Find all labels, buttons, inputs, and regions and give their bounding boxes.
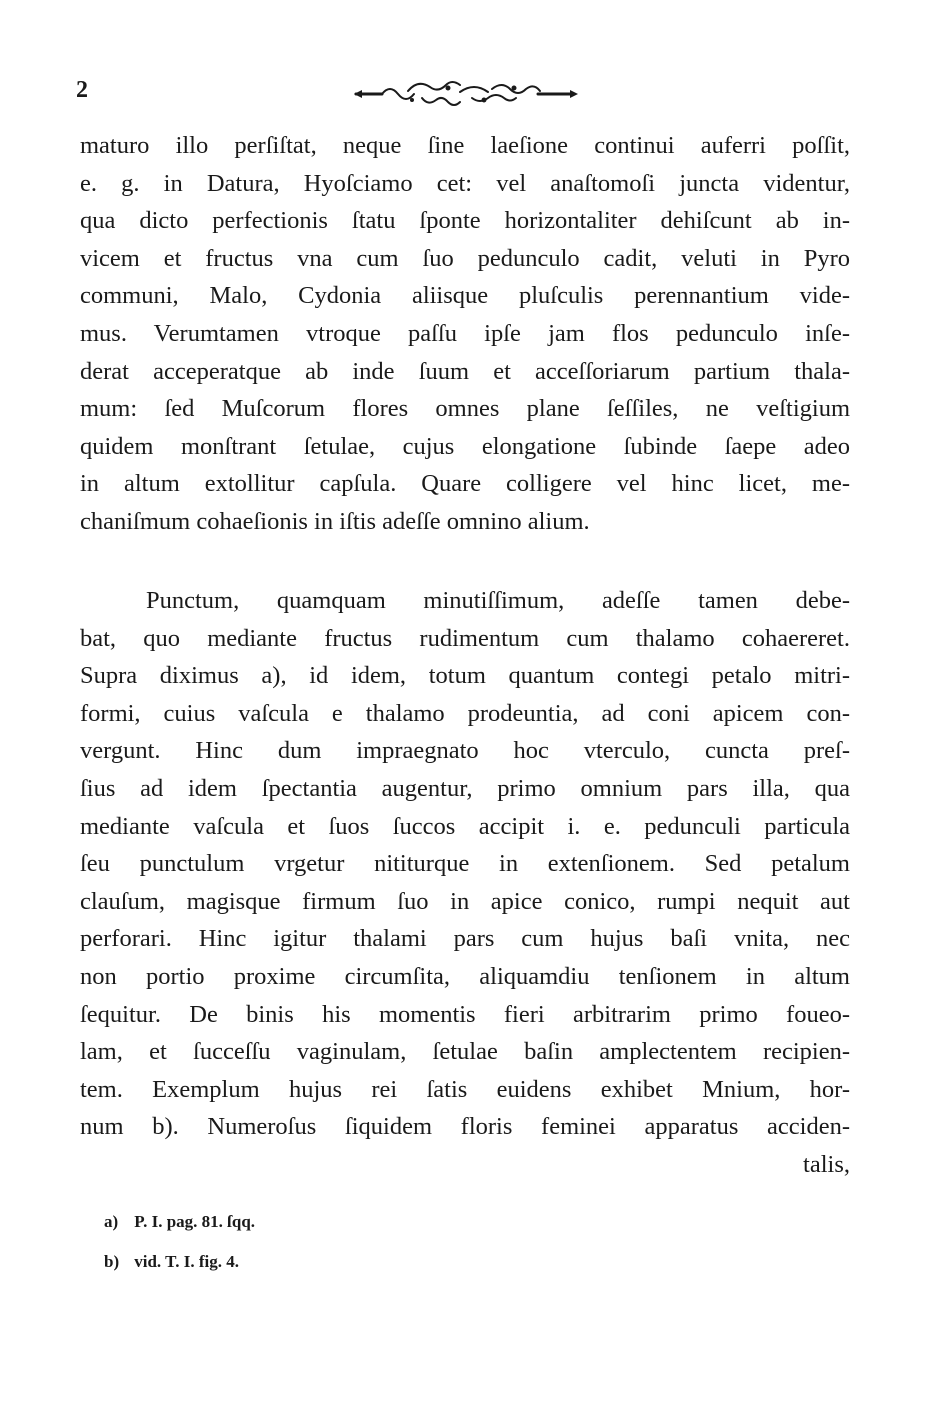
text-line: maturo illo perſiſtat, neque ſine laeſione continui auferri poſſit,	[80, 132, 850, 159]
catchword: talis,	[803, 1150, 850, 1178]
text-line: formi, cuius vaſcula e thalamo prodeuntia, ad coni apicem con-	[80, 699, 850, 727]
text-line: Supra diximus a), id idem, totum quantum contegi petalo mitri-	[80, 662, 850, 690]
decorative-ornament-icon	[352, 80, 580, 108]
footnote-mark: a)	[104, 1212, 119, 1231]
text-line: vicem et fructus vna cum ſuo pedunculo cadit, veluti in Pyro	[80, 244, 850, 272]
text-line: quidem monſtrant ſetulae, cujus elongatione ſubinde ſaepe adeo	[80, 432, 850, 460]
footnote-mark: b)	[104, 1252, 120, 1271]
text-line: in altum extollitur capſula. Quare colligere vel hinc licet, me-	[80, 470, 850, 498]
text-line: communi, Malo, Cydonia aliisque pluſculis perennantium vide-	[80, 282, 850, 310]
text-line: derat acceperatque ab inde ſuum et acceſſoriarum partium thala-	[80, 357, 850, 385]
text-line: ſequitur. De binis his momentis fieri arbitrarim primo foueo-	[80, 1000, 850, 1028]
footnotes	[104, 1202, 255, 1282]
text-line: qua dicto perfectionis ſtatu ſponte horizontaliter dehiſcunt ab in-	[80, 207, 850, 235]
text-line: ſeu punctulum vrgetur nititurque in extenſionem. Sed petalum	[80, 850, 850, 878]
text-line: perforari. Hinc igitur thalami pars cum hujus baſi vnita, nec	[80, 925, 850, 953]
text-line: tem. Exemplum hujus rei ſatis euidens exhibet Mnium, hor-	[80, 1075, 850, 1103]
paragraph-1	[80, 127, 850, 541]
paragraph-2	[80, 582, 850, 1184]
footnote-a	[104, 1202, 255, 1242]
text-line: mum: ſed Muſcorum flores omnes plane ſeſſiles, ne veſtigium	[80, 395, 850, 423]
text-line: bat, quo mediante fructus rudimentum cum thalamo cohaereret.	[80, 624, 850, 652]
text-line: mediante vaſcula et ſuos ſuccos accipit i. e. pedunculi particula	[80, 812, 850, 840]
page-number: 2	[76, 77, 88, 103]
text-line: num b). Numeroſus ſiquidem floris feminei apparatus acciden-	[80, 1113, 850, 1141]
text-line: lam, et ſucceſſu vaginulam, ſetulae baſin amplectentem recipien-	[80, 1038, 850, 1066]
footnote-b	[104, 1242, 255, 1282]
text-line: Punctum, quamquam minutiſſimum, adeſſe tamen debe-	[146, 587, 850, 614]
text-line: e. g. in Datura, Hyoſciamo cet: vel anaſtomoſi juncta videntur,	[80, 169, 850, 197]
text-line: clauſum, magisque firmum ſuo in apice conico, rumpi nequit aut	[80, 887, 850, 915]
text-line: non portio proxime circumſita, aliquamdiu tenſionem in altum	[80, 962, 850, 990]
footnote-text: P. I. pag. 81. ſqq.	[134, 1212, 256, 1231]
text-line: ſius ad idem ſpectantia augentur, primo omnium pars illa, qua	[80, 774, 850, 802]
text-line: chaniſmum cohaeſionis in iſtis adeſſe omnino alium.	[80, 507, 590, 535]
footnote-text: vid. T. I. fig. 4.	[134, 1252, 239, 1271]
text-line: mus. Verumtamen vtroque paſſu ipſe jam flos pedunculo inſe-	[80, 319, 850, 347]
text-line: vergunt. Hinc dum impraegnato hoc vterculo, cuncta preſ-	[80, 737, 850, 765]
